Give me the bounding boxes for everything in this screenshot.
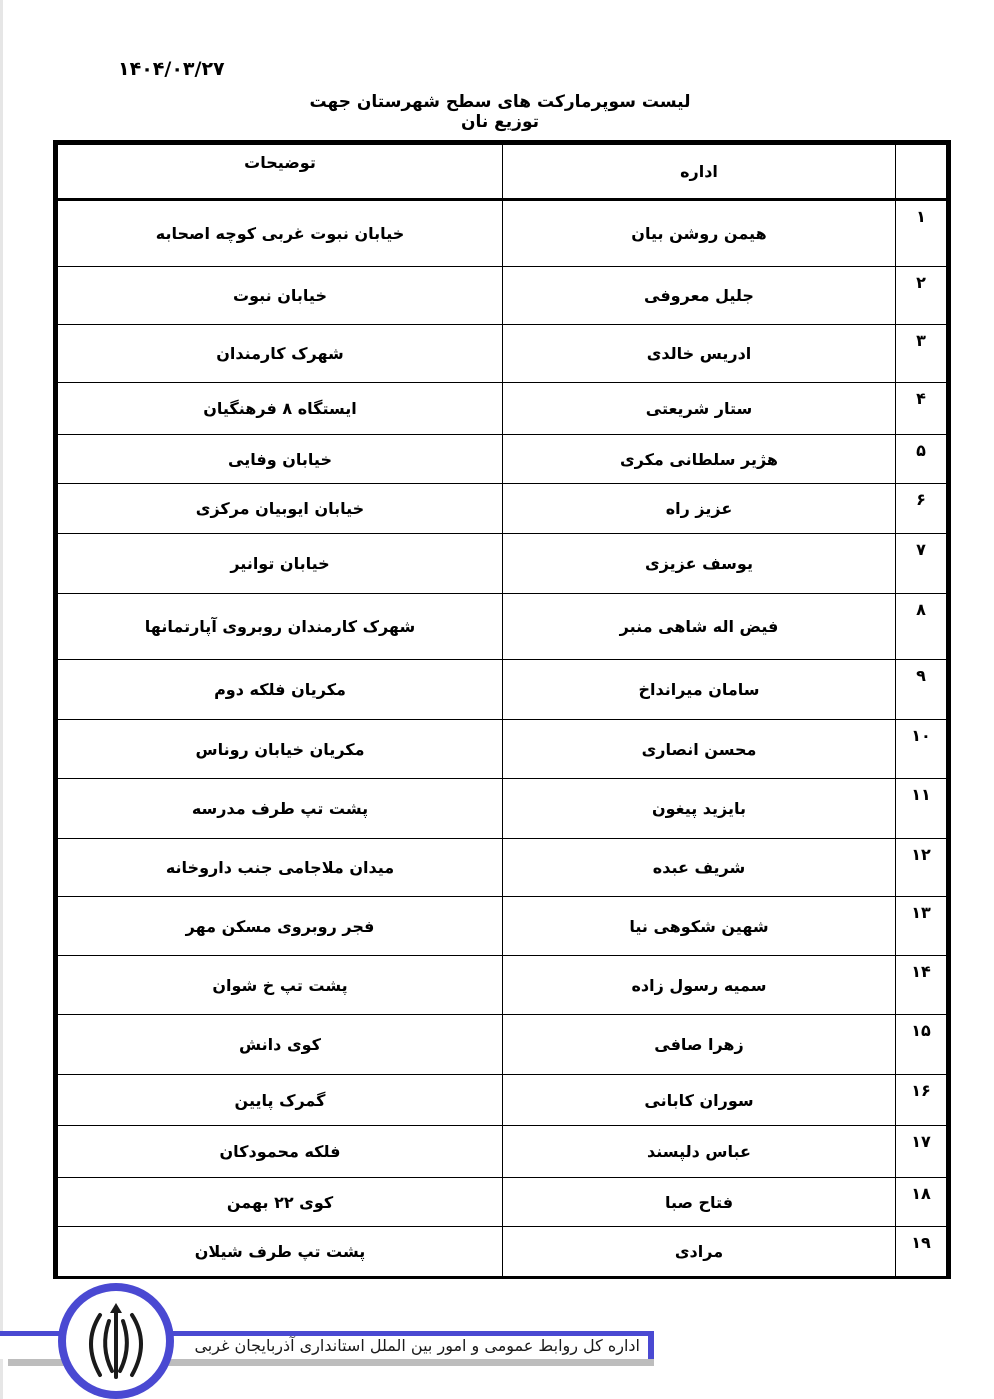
table-row bbox=[56, 325, 949, 383]
emblem-glyph bbox=[66, 1291, 166, 1391]
office-name: محسن انصاری bbox=[503, 720, 896, 779]
table-row bbox=[56, 1178, 949, 1227]
row-description: خیابان توانیر bbox=[56, 534, 503, 594]
table-row bbox=[56, 1126, 949, 1178]
page-edge bbox=[0, 0, 3, 1399]
header-number-cell bbox=[896, 143, 949, 200]
office-name: شهین شکوهی نیا bbox=[503, 897, 896, 956]
row-number: ۱۲ bbox=[896, 839, 949, 897]
row-number: ۶ bbox=[896, 484, 949, 534]
table-row bbox=[56, 660, 949, 720]
row-number: ۱۱ bbox=[896, 779, 949, 839]
row-number: ۱ bbox=[896, 200, 949, 267]
row-description: گمرک پایین bbox=[56, 1075, 503, 1126]
table-row bbox=[56, 897, 949, 956]
row-description: خیابان نبوت bbox=[56, 267, 503, 325]
row-description: پشت تپ طرف شیلان bbox=[56, 1227, 503, 1278]
row-number: ۱۶ bbox=[896, 1075, 949, 1126]
row-number: ۱۴ bbox=[896, 956, 949, 1015]
row-number: ۱۳ bbox=[896, 897, 949, 956]
table-row bbox=[56, 956, 949, 1015]
table-row bbox=[56, 779, 949, 839]
office-name: مرادی bbox=[503, 1227, 896, 1278]
document-title: لیست سوپرمارکت های سطح شهرستان جهت توزیع نان bbox=[309, 92, 691, 132]
office-name: سامان میرانداخ bbox=[503, 660, 896, 720]
office-name: جلیل معروفی bbox=[503, 267, 896, 325]
row-number: ۱۸ bbox=[896, 1178, 949, 1227]
office-name: عباس دلپسند bbox=[503, 1126, 896, 1178]
table-row bbox=[56, 534, 949, 594]
office-name: هیمن روشن بیان bbox=[503, 200, 896, 267]
table-row bbox=[56, 1075, 949, 1126]
table-row bbox=[56, 200, 949, 267]
iran-emblem-icon bbox=[58, 1283, 174, 1399]
row-description: فلکه محمودکان bbox=[56, 1126, 503, 1178]
row-number: ۹ bbox=[896, 660, 949, 720]
row-description: خیابان وفایی bbox=[56, 435, 503, 484]
office-name: ادریس خالدی bbox=[503, 325, 896, 383]
row-description: شهرک کارمندان bbox=[56, 325, 503, 383]
row-description: مکریان فلکه دوم bbox=[56, 660, 503, 720]
table-header-row bbox=[56, 143, 949, 200]
row-description: پشت تپ طرف مدرسه bbox=[56, 779, 503, 839]
row-description: کوی ۲۲ بهمن bbox=[56, 1178, 503, 1227]
header-office: اداره bbox=[503, 143, 896, 200]
office-name: هژیر سلطانی مکری bbox=[503, 435, 896, 484]
row-description: میدان ملاجامی جنب داروخانه bbox=[56, 839, 503, 897]
row-number: ۷ bbox=[896, 534, 949, 594]
row-description: ایستگاه ۸ فرهنگیان bbox=[56, 383, 503, 435]
office-name: فتاح صبا bbox=[503, 1178, 896, 1227]
table-row bbox=[56, 383, 949, 435]
table-row bbox=[56, 267, 949, 325]
office-name: ستار شریعتی bbox=[503, 383, 896, 435]
row-number: ۱۵ bbox=[896, 1015, 949, 1075]
office-name: شریف عبده bbox=[503, 839, 896, 897]
row-number: ۱۹ bbox=[896, 1227, 949, 1278]
row-description: مکریان خیابان روناس bbox=[56, 720, 503, 779]
row-description: خیابان ایوبیان مرکزی bbox=[56, 484, 503, 534]
office-name: فیض اله شاهی منبر bbox=[503, 594, 896, 660]
footer-text: اداره کل روابط عمومی و امور بین الملل استانداری آذربایجان غربی bbox=[194, 1336, 640, 1355]
row-number: ۸ bbox=[896, 594, 949, 660]
row-description: پشت تپ خ شوان bbox=[56, 956, 503, 1015]
table-row bbox=[56, 594, 949, 660]
table-row bbox=[56, 484, 949, 534]
table-row bbox=[56, 1227, 949, 1278]
row-number: ۱۷ bbox=[896, 1126, 949, 1178]
table-row bbox=[56, 435, 949, 484]
row-number: ۳ bbox=[896, 325, 949, 383]
office-name: بایزید پیغون bbox=[503, 779, 896, 839]
row-description: کوی دانش bbox=[56, 1015, 503, 1075]
supermarket-table bbox=[53, 140, 951, 1279]
row-number: ۴ bbox=[896, 383, 949, 435]
table-row bbox=[56, 1015, 949, 1075]
table-row bbox=[56, 839, 949, 897]
row-number: ۲ bbox=[896, 267, 949, 325]
row-number: ۵ bbox=[896, 435, 949, 484]
office-name: یوسف عزیزی bbox=[503, 534, 896, 594]
office-name: زهرا صافی bbox=[503, 1015, 896, 1075]
row-description: شهرک کارمندان روبروی آپارتمانها bbox=[56, 594, 503, 660]
document-date: ۱۴۰۴/۰۳/۲۷ bbox=[118, 58, 225, 80]
office-name: سوران کابانی bbox=[503, 1075, 896, 1126]
office-name: سمیه رسول زاده bbox=[503, 956, 896, 1015]
row-number: ۱۰ bbox=[896, 720, 949, 779]
row-description: فجر روبروی مسکن مهر bbox=[56, 897, 503, 956]
row-description: خیابان نبوت غربی کوچه اصحابه bbox=[56, 200, 503, 267]
table-row bbox=[56, 720, 949, 779]
header-description: توضیحات bbox=[56, 143, 503, 200]
office-name: عزیز راه bbox=[503, 484, 896, 534]
